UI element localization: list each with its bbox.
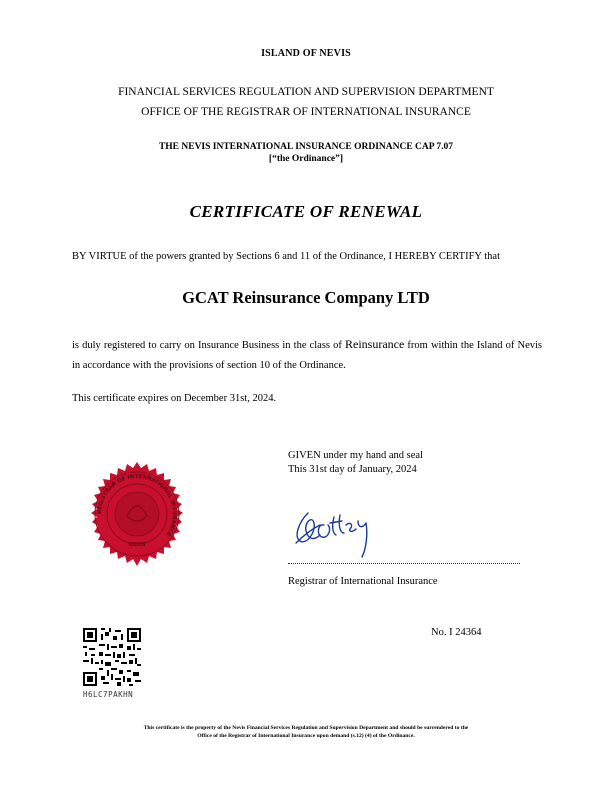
expiry-statement: This certificate expires on December 31st, 2024.	[72, 393, 277, 404]
registration-text-post: from within the Island of Nevis in accordance with the provisions of section 10 of the Ordinance.	[72, 340, 542, 371]
insurance-class: Reinsurance	[345, 337, 405, 351]
certificate-number: No. I 24364	[431, 627, 482, 638]
footer-notice	[92, 725, 520, 740]
official-seal-icon	[83, 460, 191, 568]
ordinance-heading: THE NEVIS INTERNATIONAL INSURANCE ORDINANCE CAP 7.07	[158, 142, 454, 152]
seal-ring-text: REGISTRAR OF INTERNATIONAL INSURANCE	[96, 473, 178, 538]
virtue-statement: BY VIRTUE of the powers granted by Sections 6 and 11 of the Ordinance, I HEREBY CERTIFY that	[72, 251, 500, 262]
certificate-title: CERTIFICATE OF RENEWAL	[189, 202, 423, 221]
signature-line	[288, 563, 520, 564]
footer-line-2: Office of the Registrar of International Insurance upon demand (s.12) (4) of the Ordinance.	[197, 732, 415, 739]
given-line-1: GIVEN under my hand and seal	[288, 450, 424, 461]
seal-center-text: NEVIS	[128, 542, 146, 548]
registrar-title: Registrar of International Insurance	[288, 576, 438, 587]
registration-text-pre: is duly registered to carry on Insurance Business in the class of	[72, 340, 345, 351]
ordinance-alias: [“the Ordinance”]	[268, 154, 344, 164]
qr-code-icon	[83, 628, 141, 686]
given-line-2: This 31st day of January, 2024	[288, 464, 417, 475]
qr-code-text: H6LC7PAKHN	[83, 690, 134, 699]
department-heading: FINANCIAL SERVICES REGULATION AND SUPERVISION DEPARTMENT	[118, 86, 494, 98]
island-heading: ISLAND OF NEVIS	[261, 48, 351, 59]
company-name: GCAT Reinsurance Company LTD	[182, 288, 430, 307]
registrar-signature-icon	[290, 495, 390, 565]
office-heading: OFFICE OF THE REGISTRAR OF INTERNATIONAL INSURANCE	[141, 106, 471, 118]
registration-paragraph	[72, 334, 542, 376]
footer-line-1: This certificate is the property of the Nevis Financial Services Regulation and Supervision Department and should be surrendered to the	[143, 725, 469, 731]
